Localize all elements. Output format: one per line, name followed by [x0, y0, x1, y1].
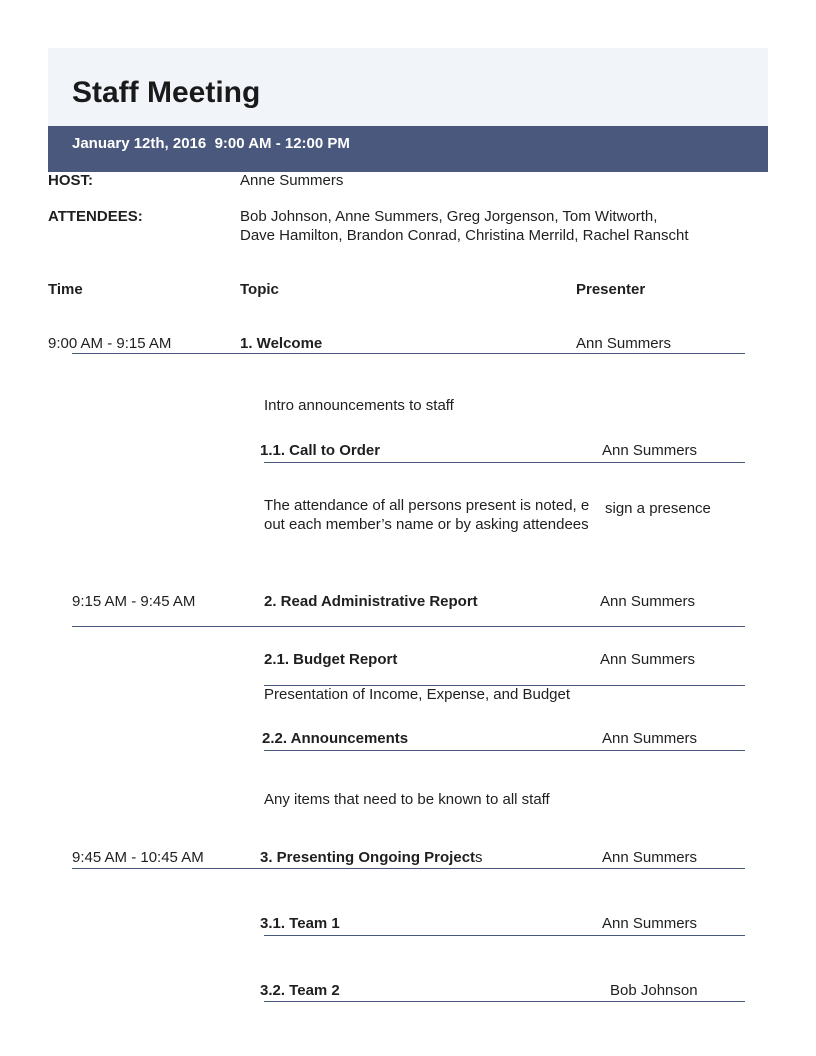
host-value: Anne Summers — [240, 172, 344, 189]
ongoing-projects-time: 9:45 AM - 10:45 AM — [72, 849, 204, 866]
budget-report-topic: 2.1. Budget Report — [264, 651, 398, 668]
call-to-order-description-line-2: out each member’s name or by asking attendees — [264, 516, 589, 533]
admin-report-presenter: Ann Summers — [600, 593, 696, 610]
call-to-order-description-overflow: sign a presence — [605, 500, 711, 517]
team2-presenter: Bob Johnson — [610, 982, 698, 999]
column-header-time: Time — [48, 281, 83, 298]
ongoing-projects-divider — [72, 868, 745, 869]
team2-divider — [264, 1001, 745, 1002]
call-to-order-description-line-1: The attendance of all persons present is noted, e — [264, 497, 590, 514]
ongoing-projects-topic-tail: s — [475, 849, 483, 866]
admin-report-topic: 2. Read Administrative Report — [264, 593, 478, 610]
page-title: Staff Meeting — [72, 76, 261, 109]
announcements-topic: 2.2. Announcements — [262, 730, 409, 747]
call-to-order-divider — [264, 462, 745, 463]
announcements-presenter: Ann Summers — [602, 730, 698, 747]
welcome-description: Intro announcements to staff — [264, 397, 454, 414]
call-to-order-topic: 1.1. Call to Order — [260, 442, 381, 459]
ongoing-projects-presenter: Ann Summers — [602, 849, 698, 866]
team1-presenter: Ann Summers — [602, 915, 698, 932]
welcome-time: 9:00 AM - 9:15 AM — [48, 335, 172, 352]
budget-report-presenter: Ann Summers — [600, 651, 696, 668]
ongoing-projects-topic — [260, 849, 483, 866]
column-header-topic: Topic — [240, 281, 279, 298]
attendees-label: ATTENDEES: — [48, 208, 143, 225]
admin-report-time: 9:15 AM - 9:45 AM — [72, 593, 196, 610]
admin-report-divider — [72, 626, 745, 627]
team1-topic: 3.1. Team 1 — [260, 915, 340, 932]
team1-divider — [264, 935, 745, 936]
ongoing-projects-topic-main: 3. Presenting Ongoing Project — [260, 849, 476, 866]
host-label: HOST: — [48, 172, 93, 189]
budget-report-description: Presentation of Income, Expense, and Budget — [264, 686, 571, 703]
meeting-date-time: January 12th, 2016 9:00 AM - 12:00 PM — [72, 135, 350, 152]
welcome-presenter: Ann Summers — [576, 335, 672, 352]
announcements-description: Any items that need to be known to all staff — [264, 791, 550, 808]
welcome-divider — [72, 353, 745, 354]
attendees-line-1: Bob Johnson, Anne Summers, Greg Jorgenson, Tom Witworth, — [240, 208, 658, 225]
announcements-divider — [264, 750, 745, 751]
call-to-order-presenter: Ann Summers — [602, 442, 698, 459]
welcome-topic: 1. Welcome — [240, 335, 323, 352]
column-header-presenter: Presenter — [576, 281, 646, 298]
attendees-line-2: Dave Hamilton, Brandon Conrad, Christina Merrild, Rachel Ranscht — [240, 227, 689, 244]
team2-topic: 3.2. Team 2 — [260, 982, 340, 999]
